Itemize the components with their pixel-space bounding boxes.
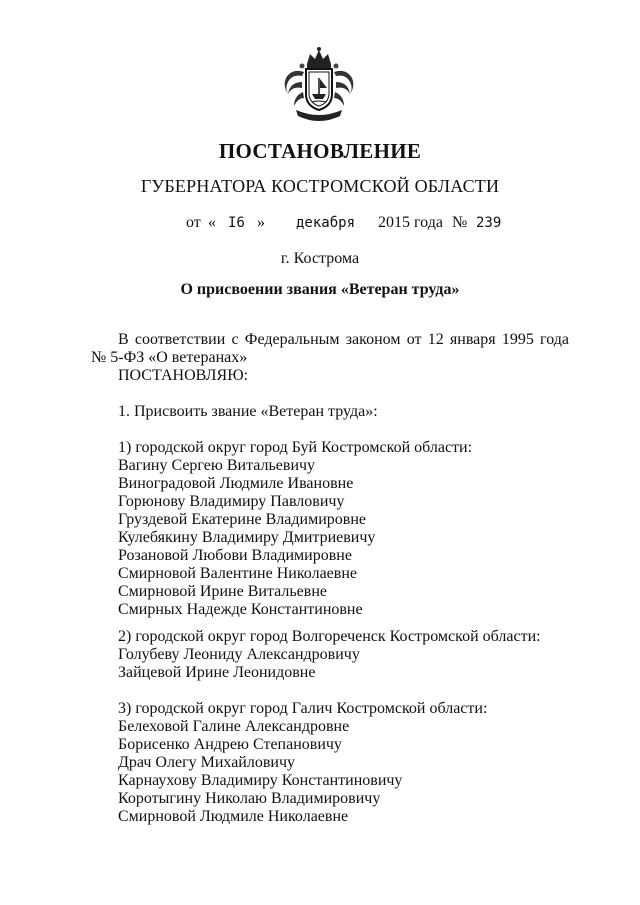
document-number: 239: [476, 215, 502, 231]
list-item: Карнаухову Владимиру Константиновичу: [118, 772, 403, 789]
preamble-line-1: В соответствии с Федеральным законом от 12 января 1995 года: [118, 331, 569, 348]
list-item: Коротыгину Николаю Владимировичу: [118, 790, 381, 807]
district-1: [118, 439, 569, 619]
decree-block: [118, 367, 569, 385]
list-item: Белеховой Галине Александровне: [118, 718, 350, 735]
list-item: Драч Олегу Михайловичу: [118, 754, 296, 771]
number-sign: №: [452, 214, 468, 231]
document-issuer: ГУБЕРНАТОРА КОСТРОМСКОЙ ОБЛАСТИ: [140, 176, 500, 196]
list-item: Вагину Сергею Витальевичу: [118, 457, 316, 474]
date-day: I6: [228, 215, 245, 231]
list-item: Смирновой Людмиле Николаевне: [118, 808, 349, 825]
city: г. Кострома: [280, 250, 360, 267]
list-item: Кулебякину Владимиру Дмитриевичу: [118, 529, 376, 546]
list-item: Смирновой Ирине Витальевне: [118, 583, 327, 600]
date-close-quote: »: [257, 214, 265, 231]
list-item: Зайцевой Ирине Леонидовне: [118, 664, 316, 681]
district-heading: 3) городской округ город Галич Костромской области:: [118, 700, 488, 717]
date-month: декабря: [296, 215, 356, 231]
preamble-line-2: № 5-ФЗ «О ветеранах»: [91, 349, 248, 366]
list-item: Смирновой Валентине Николаевне: [118, 565, 357, 582]
district-heading: 2) городской округ город Волгореченск Костромской области:: [118, 628, 541, 645]
list-item: Борисенко Андрею Степановичу: [118, 736, 342, 753]
list-item: Виноградовой Людмиле Ивановне: [118, 475, 354, 492]
coat-of-arms-icon: [272, 46, 366, 128]
document-subject: О присвоении звания «Ветеран труда»: [180, 281, 460, 298]
decree-word: ПОСТАНОВЛЯЮ:: [118, 367, 249, 384]
list-item: Розановой Любови Владимировне: [118, 547, 352, 564]
preamble: [118, 331, 569, 349]
district-3: [118, 700, 569, 826]
date-prefix: от: [186, 214, 201, 231]
date-open-quote: «: [208, 214, 216, 231]
list-item: Груздевой Екатерине Владимировне: [118, 511, 366, 528]
district-heading: 1) городской округ город Буй Костромской области:: [118, 439, 473, 456]
date-year: 2015 года: [378, 214, 443, 231]
item-1: 1. Присвоить звание «Ветеран труда»:: [118, 403, 378, 420]
list-item: Горюнову Владимиру Павловичу: [118, 493, 345, 510]
district-2: [118, 628, 569, 682]
document-title: ПОСТАНОВЛЕНИЕ: [218, 139, 422, 163]
list-item: Смирных Надежде Константиновне: [118, 601, 363, 618]
list-item: Голубеву Леониду Александровичу: [118, 646, 360, 663]
item-1-block: [118, 403, 569, 421]
preamble-continued: [91, 349, 569, 367]
